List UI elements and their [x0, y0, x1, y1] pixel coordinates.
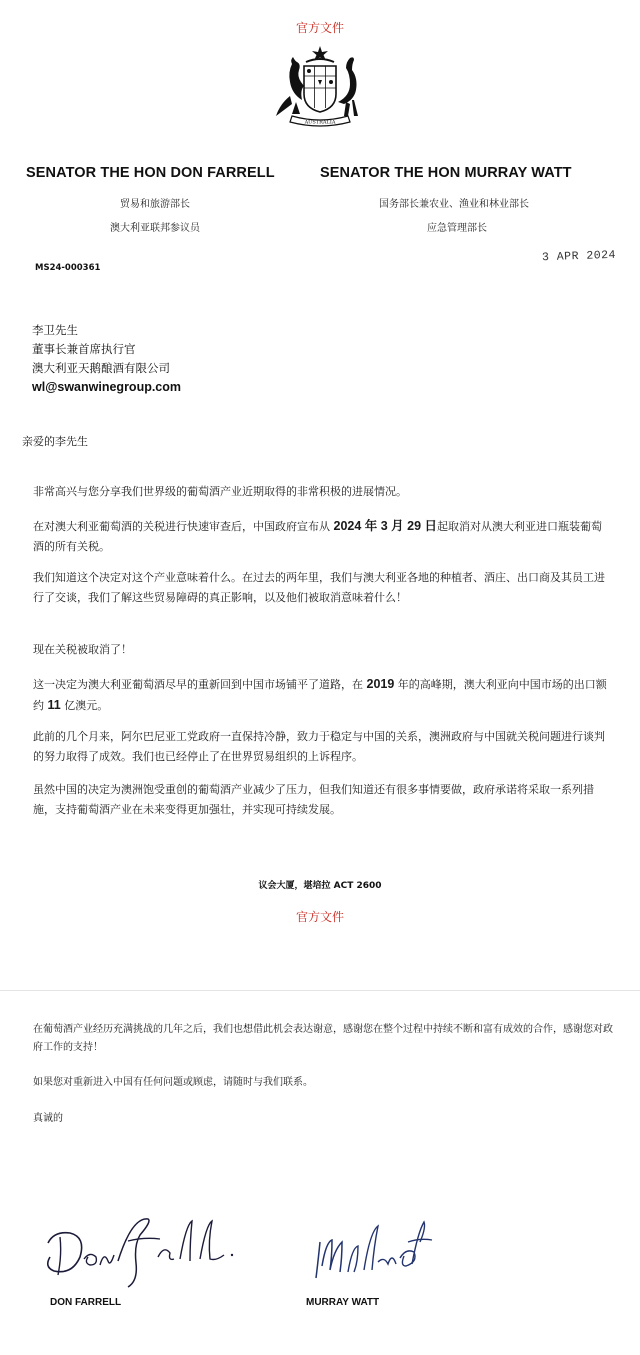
signatory-watt: MURRAY WATT — [306, 1297, 380, 1308]
senator-farrell-name: SENATOR THE HON DON FARRELL — [26, 165, 275, 181]
watt-role-line1: 国务部长兼农业、渔业和林业部长 — [379, 199, 529, 210]
export-amount: 11 — [47, 698, 61, 712]
farrell-signature-icon — [40, 1205, 240, 1290]
reference-number: MS24-000361 — [35, 263, 101, 273]
paragraph-7: 虽然中国的决定为澳洲饱受重创的葡萄酒产业减少了压力，但我们知道还有很多事情要做，政府承诺将采取一系列措施，支持葡萄酒产业在未来变得更加强壮，并实现可持续发展。 — [33, 783, 594, 816]
paragraph-5: 这一决定为澳大利亚葡萄酒尽早的重新回到中国市场铺平了道路，在 2019 年的高峰期，澳大利亚向中国市场的出口额约 11 亿澳元。 — [33, 677, 607, 712]
crest-motto: AUSTRALIA — [304, 119, 336, 126]
closing: 真诚的 — [33, 1113, 63, 1124]
paragraph-1: 非常高兴与您分享我们世界级的葡萄酒产业近期取得的非常积极的进展情况。 — [33, 485, 407, 498]
recipient-name: 李卫先生 — [32, 323, 78, 337]
classification-header: 官方文件 — [295, 21, 344, 35]
recipient-email[interactable]: wl@swanwinegroup.com — [32, 380, 182, 394]
recipient-company: 澳大利亚天鹅酿酒有限公司 — [32, 361, 170, 375]
paragraph-2: 在对澳大利亚葡萄酒的关税进行快速审查后，中国政府宣布从 2024 年 3 月 29 日起取消对从澳大利亚进口瓶装葡萄酒的所有关税。 — [33, 519, 603, 553]
page-divider — [0, 990, 640, 991]
watt-signature-icon — [308, 1212, 438, 1287]
senator-watt-name: SENATOR THE HON MURRAY WATT — [320, 165, 572, 181]
paragraph-4: 现在关税被取消了！ — [33, 643, 132, 656]
salutation: 亲爱的李先生 — [22, 435, 88, 448]
page2-paragraph-2: 如果您对重新进入中国有任何问题或顾虑，请随时与我们联系。 — [33, 1077, 313, 1088]
page2-paragraph-1: 在葡萄酒产业经历充满挑战的几年之后，我们也想借此机会表达谢意，感谢您在整个过程中持续不断和富有成效的合作，感谢您对政府工作的支持！ — [33, 1024, 613, 1053]
farrell-role-line1: 贸易和旅游部长 — [120, 199, 190, 210]
watt-role-line2: 应急管理部长 — [427, 223, 487, 234]
paragraph-3: 我们知道这个决定对这个产业意味着什么。在过去的两年里，我们与澳大利亚各地的种植者、酒庄、出口商及其员工进行了交谈，我们了解这些贸易障碍的真正影响，以及他们被取消意味着什么！ — [33, 571, 605, 604]
paragraph-6: 此前的几个月来，阿尔巴尼亚工党政府一直保持冷静，致力于稳定与中国的关系，澳洲政府与中国就关税问题进行谈判的努力取得了成效。我们也已经停止了在世界贸易组织的上诉程序。 — [33, 730, 605, 763]
parliament-address: 议会大厦，堪培拉 ACT 2600 — [258, 881, 382, 891]
peak-year: 2019 — [366, 677, 395, 691]
signatory-farrell: DON FARRELL — [50, 1297, 122, 1308]
tariff-removal-date: 2024 年 3 月 29 日 — [333, 519, 438, 533]
recipient-title: 董事长兼首席执行官 — [32, 342, 136, 356]
date-stamp: 3 APR 2024 — [541, 248, 617, 265]
coat-of-arms-icon — [266, 42, 374, 134]
classification-footer: 官方文件 — [295, 910, 344, 924]
farrell-role-line2: 澳大利亚联邦参议员 — [110, 223, 200, 234]
recipient-block — [32, 321, 181, 397]
